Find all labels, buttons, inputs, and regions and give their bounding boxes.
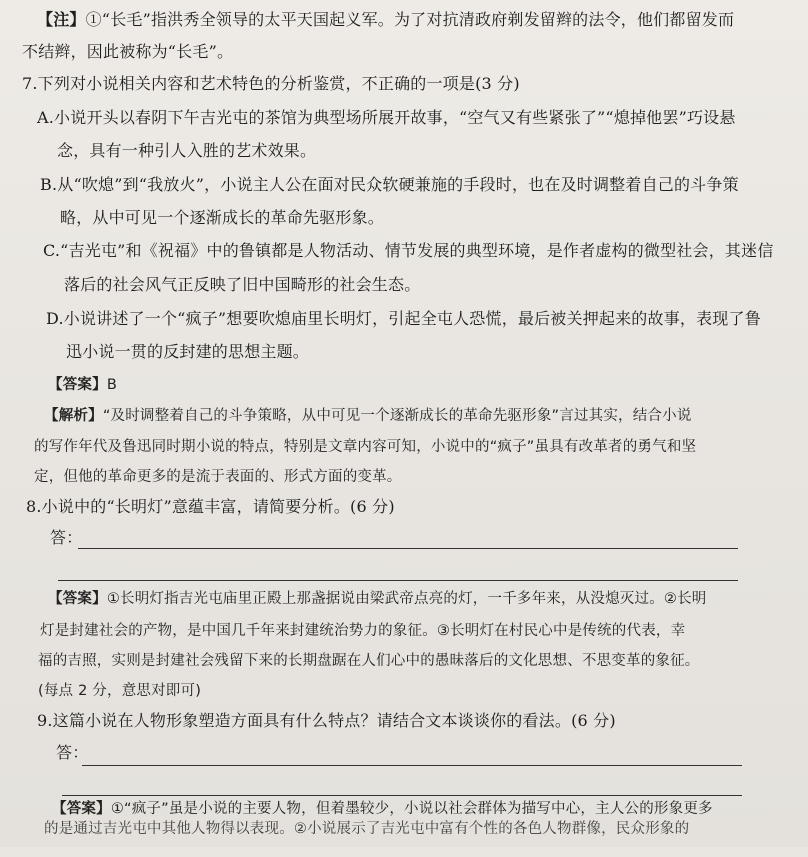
q8-answer-tag: 【答案】 (48, 591, 107, 607)
q7-analysis-text-1: “及时调整着自己的斗争策略，从中可见一个逐渐成长的革命先驱形象”言过其实，结合小说 (102, 408, 692, 424)
q8-answer-line-2-text: 灯是封建社会的产物，是中国几千年来封建统治势力的象征。③长明灯在村民心中是传统的代表，幸 (40, 623, 686, 639)
q8-answer-line-1[interactable] (78, 548, 738, 549)
q7-analysis-line-3: 定，但他的革命更多的是流于表面的、形式方面的变革。 (34, 469, 402, 485)
q7-option-a-line-2: 念，具有一种引人入胜的艺术效果。 (57, 141, 317, 160)
q9-answer-line-2-text: 的是通过吉光屯中其他人物得以表现。②小说展示了吉光屯中富有个性的各色人物群像，民众形象的 (44, 821, 690, 837)
q8-answer-text-1: ①长明灯指吉光屯庙里正殿上那盏据说由梁武帝点亮的灯，一千多年来，从没熄灭过。②长明 (106, 591, 707, 607)
note-tag: 【注】 (37, 10, 86, 29)
q7-option-c-line-2: 落后的社会风气正反映了旧中国畸形的社会生态。 (64, 275, 421, 294)
q9-answer-line-2[interactable] (62, 795, 742, 796)
q8-answer-note: (每点 2 分，意思对即可) (38, 683, 202, 699)
q9-answer-label: 答： (56, 743, 89, 762)
q8-answer-line-1-text (48, 588, 707, 610)
q7-stem: 7.下列对小说相关内容和艺术特色的分析鉴赏，不正确的一项是(3 分) (22, 74, 520, 93)
q7-option-d-line-2: 迅小说一贯的反封建的思想主题。 (66, 342, 310, 361)
q8-answer-label: 答： (50, 528, 83, 547)
q8-answer-line-3-text: 福的吉照，实则是封建社会残留下来的长期盘踞在人们心中的愚昧落后的文化思想、不思变革的象征。 (38, 653, 700, 669)
q8-answer-line-2[interactable] (58, 580, 738, 581)
q9-answer-line-1[interactable] (82, 765, 742, 766)
q7-option-b-line-1: B.从“吹熄”到“我放火”，小说主人公在面对民众软硬兼施的手段时，也在及时调整着自己的斗争策 (40, 175, 739, 194)
note-text-1: ①“长毛”指洪秀全领导的太平天国起义军。为了对抗清政府剃发留辫的法令，他们都留发而 (85, 10, 735, 29)
q7-answer-tag: 【答案】 (48, 377, 107, 393)
q7-option-c-line-1: C.“吉光屯”和《祝福》中的鲁镇都是人物活动、情节发展的典型环境，是作者虚构的微型社会，其迷信 (43, 241, 774, 260)
q7-analysis-line-1 (44, 405, 692, 427)
q9-answer-text-1: ①“疯子”虽是小说的主要人物，但着墨较少，小说以社会群体为描写中心，主人公的形象更多 (110, 801, 713, 817)
q9-answer-tag: 【答案】 (52, 801, 111, 817)
q7-option-d-line-1: D.小说讲述了一个“疯子”想要吹熄庙里长明灯，引起全屯人恐慌，最后被关押起来的故事，表现了鲁 (46, 309, 761, 328)
q7-answer-value: B (106, 377, 117, 393)
q7-option-b-line-2: 略，从中可见一个逐渐成长的革命先驱形象。 (60, 208, 385, 227)
q9-stem: 9.这篇小说在人物形象塑造方面具有什么特点？请结合文本谈谈你的看法。(6 分) (37, 711, 616, 730)
q7-option-a-line-1: A.小说开头以春阴下午吉光屯的茶馆为典型场所展开故事，“空气又有些紧张了”“熄掉他罢”巧设悬 (37, 108, 736, 127)
q9-answer-line-1-text (52, 798, 713, 820)
note-line-2: 不结辫，因此被称为“长毛”。 (22, 42, 234, 61)
note-line-1 (37, 9, 734, 31)
q7-answer (48, 374, 117, 396)
q8-stem: 8.小说中的“长明灯”意蕴丰富，请简要分析。(6 分) (26, 497, 395, 516)
q7-analysis-tag: 【解析】 (44, 408, 103, 424)
q7-analysis-line-2: 的写作年代及鲁迅同时期小说的特点，特别是文章内容可知，小说中的“疯子”虽具有改革者的勇气和坚 (34, 439, 697, 455)
